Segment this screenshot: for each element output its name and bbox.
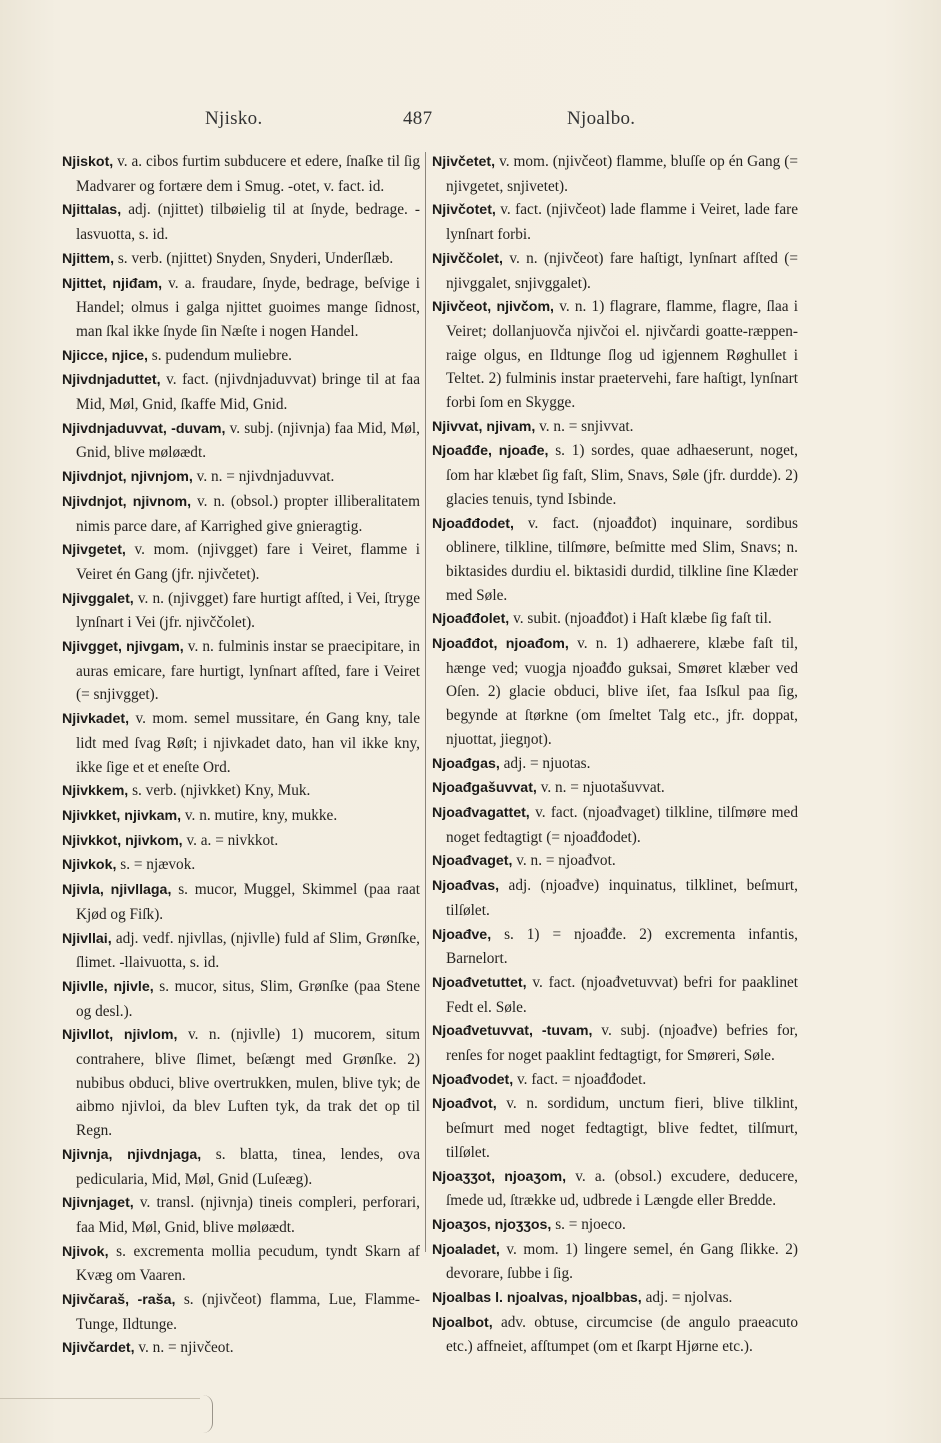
entry-headword: Njittalas,	[62, 202, 122, 219]
entry-definition: v. n. (njivgget) fare hurtigt afſted, i Vei, ſtryge lynſnart i Vei (jfr. njivččolet).	[76, 589, 421, 632]
entry-headword: Njivkadet,	[62, 711, 130, 728]
entry-definition: v. n. 1) adhaerere, klæbe faſt til, hænge ved; vuogja njoađđo guksai, Smøret klæber ved Oſen. 2) glacie obduci, blive iſet, faa Isſkul paa ſig, begynde at ſtørkne (om ſmeltet Talg etc., jfr. doppat, njuottat, jiegŋot).	[446, 635, 798, 748]
entry-headword: Njivkkot, njivkom,	[62, 832, 183, 849]
entry-definition: v. n. sordidum, unctum fieri, blive tilklint, beſmurt med noget fedtagtigt, blive fedtet, tilſmurt, tilſølet.	[446, 1095, 799, 1161]
entry-headword: Njivčeot, njivčom,	[432, 299, 554, 316]
entry-headword: Njoaʒos, njoʒʒos,	[432, 1216, 552, 1233]
dictionary-entry	[432, 1019, 798, 1067]
entry-headword: Njoađđot, njoađom,	[432, 636, 569, 653]
entry-definition: s. 1) sordes, quae adhaeserunt, noget, ſom har klæbet ſig faſt, Slim, Snavs, Søle (jfr. durdde). 2) glacies tenuis, tynd Isbinde.	[446, 442, 799, 508]
dictionary-entry	[432, 512, 798, 608]
dictionary-entry	[432, 923, 798, 971]
entry-definition: s. excrementa mollia pecudum, tyndt Skarn af Kvæg om Vaaren.	[76, 1242, 420, 1285]
entry-definition: v. fact. = njoađđodet.	[517, 1070, 647, 1088]
dictionary-entry	[432, 198, 798, 246]
entry-headword: Njoaʒʒot, njoaʒom,	[432, 1168, 567, 1185]
dictionary-entry	[62, 198, 420, 246]
dictionary-entry	[432, 971, 798, 1019]
entry-definition: v. n. (njivčeot) fare haſtigt, lynſnart afſted (= njivggalet, snjivggalet).	[446, 249, 799, 292]
entry-headword: Njicce, njice,	[62, 347, 148, 364]
dictionary-entry	[432, 1165, 798, 1213]
entry-definition: v. subj. (njivnja) faa Mid, Møl, Gnid, blive møløædt.	[76, 419, 420, 462]
left-column	[62, 150, 420, 1361]
entry-headword: Njivvat, njivam,	[432, 418, 536, 435]
entry-definition: s. blatta, tinea, lendes, ova pedicularia, Mid, Møl, Gnid (Luſeæg).	[76, 1145, 420, 1188]
entry-definition: s. (njivčeot) flamma, Lue, Flamme-Tunge, Ildtunge.	[76, 1291, 420, 1333]
entry-definition: v. n. fulminis instar se praecipitare, in auras emicare, fare hurtigt, lynſnart afſted, fare i Veiret (= snjivgget).	[76, 638, 420, 704]
dictionary-entry	[432, 1092, 798, 1164]
dictionary-entry	[432, 295, 798, 415]
entry-headword: Njivgget, njivgam,	[62, 639, 184, 656]
dictionary-entry	[432, 439, 798, 511]
entry-headword: Njittem,	[62, 250, 115, 267]
entry-definition: v. mom. (njivčeot) flamme, bluſſe op én Gang (= njivgetet, snjivetet).	[446, 153, 798, 195]
entry-headword: Njiskot,	[62, 154, 114, 170]
entry-definition: v. mom. (njivgget) fare i Veiret, flamme i Veiret én Gang (jfr. njivčetet).	[76, 541, 420, 583]
dictionary-entry	[62, 538, 420, 586]
entry-headword: Njivdnjot, njivnjom,	[62, 469, 193, 486]
dictionary-entry	[62, 417, 420, 465]
entry-definition: v. mom. 1) lingere semel, én Gang ſlikke. 2) devorare, ſubbe i ſig.	[446, 1240, 798, 1283]
dictionary-entry	[62, 490, 420, 538]
entry-definition: v. subj. (njoađve) befries for, renſes for noget paaklint fedtagtigt, for Smøreri, Søle.	[446, 1022, 798, 1065]
entry-headword: Njoađđe, njoađe,	[432, 443, 549, 460]
dictionary-entry	[62, 150, 420, 198]
dictionary-entry	[62, 707, 420, 779]
entry-headword: Njivlle, njivle,	[62, 978, 154, 995]
entry-headword: Njoađvot,	[432, 1096, 497, 1113]
dictionary-entry	[432, 874, 798, 922]
dictionary-entry	[432, 150, 798, 198]
dictionary-entry	[62, 368, 420, 416]
entry-headword: Njivllai,	[62, 930, 112, 947]
entry-headword: Njivok,	[62, 1243, 109, 1260]
entry-headword: Njivnja, njivdnjaga,	[62, 1146, 202, 1163]
entry-definition: v. fact. (njoađđot) inquinare, sordibus oblinere, tilkline, tilſmøre, beſmitte med Slim, Snavs; n. biktasides durdiu el. biktasidi durdid, tilkline ſine Klæder med Søle.	[446, 514, 798, 604]
right-column	[432, 150, 798, 1359]
entry-definition: v. n. = njuotašuvvat.	[540, 779, 665, 797]
entry-definition: s. 1) = njoađđe. 2) excrementa infantis, Barnelort.	[446, 925, 798, 968]
entry-definition: adj. vedf. njivllas, (njivlle) fuld af Slim, Grønſke, ſlimet. -llaivuotta, s. id.	[76, 929, 420, 972]
dictionary-entry	[62, 465, 420, 490]
entry-headword: Njivdnjaduvvat, -duvam,	[62, 420, 226, 437]
dictionary-entry	[62, 878, 420, 926]
dictionary-entry	[62, 272, 420, 344]
entry-definition: s. = njoeco.	[555, 1215, 626, 1233]
entry-headword: Njoalbot,	[432, 1314, 493, 1331]
entry-definition: v. fact. (njivčeot) lade flamme i Veiret, lade fare lynſnart forbi.	[446, 201, 799, 244]
dictionary-entry	[62, 1191, 420, 1239]
dictionary-entry	[432, 801, 798, 849]
entry-headword: Njivkket, njivkam,	[62, 807, 182, 824]
entry-definition: s. mucor, Muggel, Skimmel (paa raat Kjød og Fiſk).	[76, 881, 421, 923]
entry-headword: Njoađvas,	[432, 878, 500, 895]
dictionary-entry	[62, 1288, 420, 1336]
entry-definition: v. n. mutire, kny, mukke.	[184, 806, 338, 824]
dictionary-entry	[62, 829, 420, 854]
dictionary-entry	[62, 927, 420, 975]
entry-definition: v. fact. (njoađvetuvvat) befri for paaklinet Fedt el. Søle.	[446, 973, 799, 1016]
dictionary-entry	[62, 1240, 420, 1288]
entry-headword: Njivčaraš, -raša,	[62, 1292, 176, 1309]
page-number: 487	[403, 108, 433, 129]
entry-headword: Njoađgas,	[432, 755, 500, 772]
entry-definition: v. a. cibos furtim subducere et edere, ſnaſke til ſig Madvarer og fortære dem i Smug. -otet, v. fact. id.	[76, 153, 420, 195]
dictionary-entry	[432, 1286, 798, 1311]
entry-definition: v. transl. (njivnja) tineis compleri, perforari, faa Mid, Møl, Gnid, blive møløædt.	[76, 1194, 420, 1236]
entry-definition: s. pudendum muliebre.	[151, 346, 292, 364]
entry-definition: v. a. = nivkkot.	[186, 831, 279, 849]
entry-headword: Njoađđolet,	[432, 611, 510, 628]
entry-definition: v. n. = snjivvat.	[539, 417, 634, 435]
entry-headword: Njoalbas l. njoalvas, njoalbbas,	[432, 1290, 642, 1307]
entry-definition: adj. (njittet) tilbøielig til at ſnyde, bedrage. -lasvuotta, s. id.	[76, 201, 420, 244]
entry-headword: Njivla, njivllaga,	[62, 882, 172, 899]
entry-definition: s. verb. (njivkket) Kny, Muk.	[132, 782, 311, 800]
entry-headword: Njoađve,	[432, 926, 492, 943]
entry-headword: Njivggalet,	[62, 590, 134, 607]
entry-definition: adj. (njoađve) inquinatus, tilklinet, beſmurt, tilſølet.	[446, 877, 798, 919]
dictionary-entry	[62, 1336, 420, 1361]
dictionary-entry	[432, 776, 798, 801]
entry-headword: Njivččolet,	[432, 250, 503, 267]
entry-headword: Njivdnjot, njivnom,	[62, 493, 192, 510]
entry-headword: Njittet, njiđam,	[62, 275, 163, 292]
entry-headword: Njivčardet,	[62, 1340, 135, 1357]
column-divider	[425, 152, 426, 1252]
entry-headword: Njivnjaget,	[62, 1195, 134, 1212]
entry-headword: Njivdnjaduttet,	[62, 372, 161, 389]
dictionary-entry	[62, 344, 420, 369]
entry-definition: adj. = njolvas.	[645, 1289, 733, 1307]
entry-definition: v. n. (obsol.) propter illiberalitatem nimis parce dare, af Karrighed give gnieragtig.	[76, 492, 420, 535]
dictionary-entry	[62, 975, 420, 1023]
entry-definition: v. n. = njoađvot.	[516, 852, 616, 870]
entry-headword: Njoađvodet,	[432, 1071, 514, 1088]
page-edge-line	[0, 1398, 200, 1399]
entry-headword: Njoađvagattet,	[432, 804, 530, 821]
entry-definition: v. n. 1) flagrare, flamme, flagre, ſlaa i Veiret; dollanjuovča njivčoi el. njivčardi goatte-ræppen-raige olgus, en Ildtunge ſlog ud igjennem Røghullet i Teltet. 2) fulminis instar praetervehi, fare haſtigt, lynſnart forbi ſom en Skygge.	[446, 298, 798, 412]
entry-headword: Njivkok,	[62, 857, 117, 874]
dictionary-entry	[432, 632, 798, 752]
entry-headword: Njivllot, njivlom,	[62, 1027, 178, 1044]
entry-headword: Njoađvaget,	[432, 853, 513, 870]
entry-headword: Njivkkem,	[62, 783, 129, 800]
dictionary-entry	[62, 635, 420, 707]
binding-mark	[198, 1395, 213, 1433]
entry-definition: v. n. (njivlle) 1) mucorem, situm contrahere, blive ſlimet, beſængt med Grønſke. 2) nubibus obduci, blive overtrukken, mulen, blive tyk; de aibmo njivloi, da blev Luften tyk, da trak det op til Regn.	[76, 1026, 420, 1140]
entry-definition: v. a. fraudare, ſnyde, bedrage, beſvige i Handel; olmus i galga njittet guoimes mange ſidnost, man ſkal ikke ſnyde ſin Næſte i nogen Handel.	[76, 274, 421, 340]
entry-definition: s. verb. (njittet) Snyden, Snyderi, Underſlæb.	[117, 249, 394, 267]
entry-definition: v. subit. (njoađđot) i Haſt klæbe ſig faſt til.	[513, 610, 772, 628]
entry-headword: Njoađvetuvvat, -tuvam,	[432, 1023, 593, 1040]
entry-definition: adj. = njuotas.	[503, 754, 591, 772]
entry-definition: v. n. = njivdnjaduvvat.	[196, 468, 335, 486]
dictionary-entry	[62, 1023, 420, 1143]
dictionary-entry	[432, 247, 798, 295]
dictionary-entry	[62, 587, 420, 635]
entry-definition: s. = njævok.	[120, 856, 196, 874]
dictionary-entry	[432, 415, 798, 440]
dictionary-entry	[432, 607, 798, 632]
entry-headword: Njoađgašuvvat,	[432, 780, 537, 797]
entry-definition: v. n. = njivčeot.	[138, 1339, 234, 1357]
dictionary-entry	[432, 849, 798, 874]
entry-definition: v. fact. (njivdnjaduvvat) bringe til at faa Mid, Møl, Gnid, ſkaffe Mid, Gnid.	[76, 371, 421, 414]
entry-definition: v. a. (obsol.) excudere, deducere, ſmede ud, ſtrække ud, udbrede i Længde eller Bredde.	[446, 1167, 799, 1210]
dictionary-entry	[62, 779, 420, 804]
dictionary-entry	[432, 752, 798, 777]
dictionary-entry	[432, 1068, 798, 1093]
running-head-left: Njisko.	[205, 108, 263, 129]
entry-headword: Njoađvetuttet,	[432, 974, 527, 991]
entry-headword: Njoađđodet,	[432, 515, 514, 532]
entry-headword: Njivgetet,	[62, 542, 126, 559]
entry-definition: v. fact. (njoađvaget) tilkline, tilſmøre med noget fedtagtigt (= njoađđodet).	[446, 803, 798, 846]
dictionary-entry	[62, 247, 420, 272]
dictionary-entry	[62, 853, 420, 878]
running-head-right: Njoalbo.	[567, 108, 636, 129]
entry-headword: Njivčotet,	[432, 202, 496, 219]
dictionary-entry	[432, 1311, 798, 1359]
entry-definition: adv. obtuse, circumcise (de angulo praeacuto etc.) affneiet, afſtumpet (om et ſkarpt Hjørne etc.).	[446, 1313, 798, 1356]
entry-definition: v. mom. semel mussitare, én Gang kny, tale lidt med ſvag Røſt; i njivkadet dato, han vil ikke kny, ikke ſige et et eneſte Ord.	[76, 710, 421, 776]
dictionary-entry	[432, 1213, 798, 1238]
entry-headword: Njivčetet,	[432, 154, 496, 170]
dictionary-entry	[432, 1238, 798, 1286]
dictionary-entry	[62, 804, 420, 829]
entry-headword: Njoaladet,	[432, 1241, 500, 1258]
dictionary-entry	[62, 1143, 420, 1191]
entry-definition: s. mucor, situs, Slim, Grønſke (paa Stene og desl.).	[76, 977, 420, 1020]
